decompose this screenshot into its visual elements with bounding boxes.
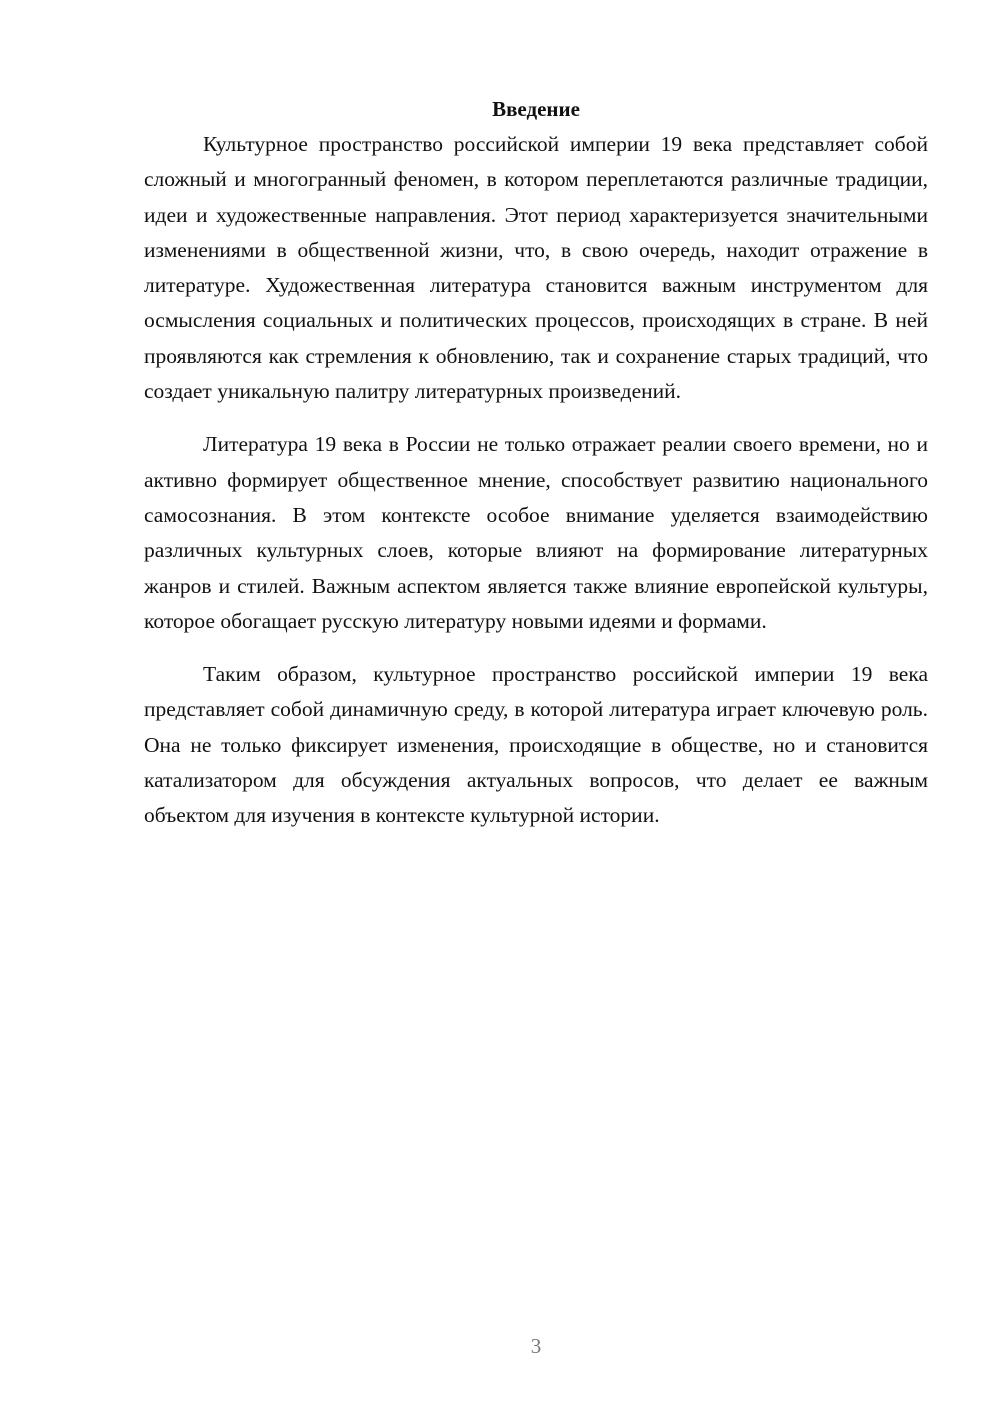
page-number: 3: [530, 1334, 542, 1358]
paragraph-2: Литература 19 века в России не только отражает реалии своего времени, но и активно формирует общественное мнение, способствует развитию национального самосознания. В этом контексте особое внимание уделяется взаимодействию различных культурных слоев, которые влияют на формирование литературных жанров и стилей. Важным аспектом является также влияние европейской культуры, которое обогащает русскую литературу новыми идеями и формами.: [144, 432, 928, 633]
page-content: [144, 92, 928, 852]
section-title: Введение: [492, 97, 580, 121]
paragraph-1: Культурное пространство российской империи 19 века представляет собой сложный и многогранный феномен, в котором переплетаются различные традиции, идеи и художественные направления. Этот период характеризуется значительными изменениями в общественной жизни, что, в свою очередь, находит отражение в литературе. Художественная литература становится важным инструментом для осмысления социальных и политических процессов, происходящих в стране. В ней проявляются как стремления к обновлению, так и сохранение старых традиций, что создает уникальную палитру литературных произведений.: [144, 132, 928, 404]
paragraph-3: Таким образом, культурное пространство российской империи 19 века представляет собой динамичную среду, в которой литература играет ключевую роль. Она не только фиксирует изменения, происходящие в обществе, но и становится катализатором для обсуждения актуальных вопросов, что делает ее важным объектом для изучения в контексте культурной истории.: [144, 662, 928, 828]
